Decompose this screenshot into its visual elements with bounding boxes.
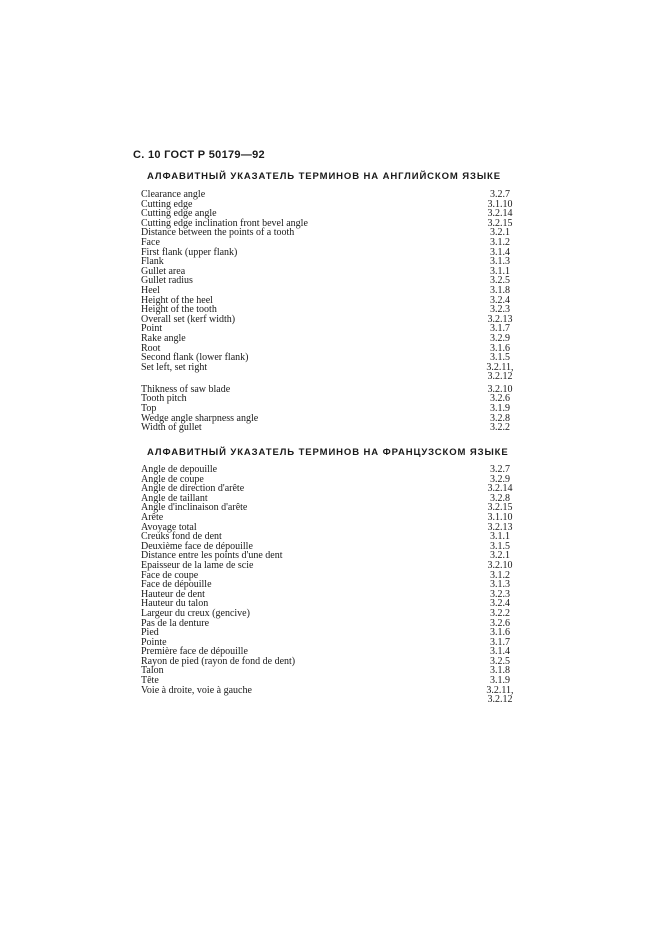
term-name: Epaisseur de la lame de scie [141, 559, 254, 571]
term-code: 3.1.10 [487, 198, 513, 210]
term-name: Rayon de pied (rayon de fond de dent) [141, 655, 296, 667]
term-name: Arête [141, 511, 164, 523]
term-entry [141, 423, 513, 433]
term-name: Rake angle [141, 332, 186, 344]
term-code: 3.2.2 [490, 422, 510, 434]
term-code: 3.2.13 [487, 521, 513, 533]
term-name: Tête [141, 675, 159, 687]
term-name: Angle de direction d'arête [141, 483, 245, 495]
term-code: 3.1.9 [490, 403, 510, 415]
term-name: Angle de depouille [141, 464, 218, 475]
term-name: Gullet radius [141, 275, 193, 287]
term-entry [141, 503, 513, 513]
term-code: 3.1.7 [490, 323, 510, 335]
term-name: Heel [141, 284, 160, 296]
term-code: 3.1.1 [490, 265, 510, 277]
term-name: Deuxième face de dépouille [141, 540, 253, 552]
term-code: 3.1.1 [490, 531, 510, 543]
term-code: 3.2.1 [490, 227, 510, 239]
term-code: 3.2.2 [490, 607, 510, 619]
term-entry [141, 324, 513, 334]
term-code: 3.1.10 [487, 511, 513, 523]
term-name: Cutting edge angle [141, 208, 217, 220]
term-name: Hauteur du talon [141, 598, 209, 610]
term-code: 3.2.10 [487, 559, 513, 571]
term-code: 3.1.6 [490, 342, 510, 354]
term-list-french [141, 465, 513, 705]
term-entry [141, 686, 513, 696]
term-code: 3.2.4 [490, 598, 510, 610]
term-name: Gullet area [141, 265, 186, 277]
term-code: 3.1.4 [490, 246, 510, 258]
term-entry [141, 267, 513, 277]
term-entry [141, 385, 513, 395]
term-code: 3.1.9 [490, 675, 510, 687]
term-code: 3.1.2 [490, 236, 510, 248]
term-code: 3.1.4 [490, 646, 510, 658]
term-name: Cutting edge inclination front bevel angle [141, 217, 308, 229]
term-code: 3.2.1 [490, 550, 510, 562]
term-name: Width of gullet [141, 422, 202, 434]
term-code: 3.1.6 [490, 627, 510, 639]
term-code: 3.2.7 [490, 464, 510, 475]
term-entry [141, 190, 513, 200]
term-name: Face de coupe [141, 569, 199, 581]
term-name: Height of the tooth [141, 304, 217, 316]
term-name: Thikness of saw blade [141, 383, 231, 395]
term-name: Wedge angle sharpness angle [141, 412, 259, 424]
term-entry-continuation [141, 695, 513, 705]
term-name: Première face de dépouille [141, 646, 248, 658]
term-name: Point [141, 323, 163, 335]
term-entry [141, 363, 513, 373]
term-code: 3.2.3 [490, 304, 510, 316]
term-code: 3.1.8 [490, 665, 510, 677]
term-code: 3.2.8 [490, 492, 510, 504]
term-name: Height of the heel [141, 294, 213, 306]
term-name: Second flank (lower flank) [141, 352, 249, 364]
term-code: 3.2.15 [487, 217, 513, 229]
term-entry [141, 628, 513, 638]
term-code: 3.2.14 [487, 208, 513, 220]
term-name: Top [141, 403, 157, 415]
term-code: 3.2.11, [486, 684, 514, 696]
term-code: 3.2.6 [490, 393, 510, 405]
term-code: 3.1.5 [490, 540, 510, 552]
term-code: 3.2.4 [490, 294, 510, 306]
term-name: Cutting edge [141, 198, 193, 210]
term-name: Voie à droite, voie à gauche [141, 684, 252, 696]
term-code: 3.2.12 [487, 694, 513, 706]
term-name: Distance between the points of a tooth [141, 227, 295, 239]
term-entry [141, 248, 513, 258]
term-code: 3.2.5 [490, 655, 510, 667]
term-name: Avoyage total [141, 521, 197, 533]
term-code: 3.2.9 [490, 473, 510, 485]
term-code: 3.2.14 [487, 483, 513, 495]
term-name: Angle d'inclinaison d'arête [141, 502, 248, 514]
term-code: 3.1.3 [490, 579, 510, 591]
term-code: 3.2.12 [487, 371, 513, 383]
term-name: Hauteur de dent [141, 588, 205, 600]
term-name: Flank [141, 256, 164, 268]
term-name: Distance entre les points d'une dent [141, 550, 283, 562]
term-entry [141, 657, 513, 667]
term-name: Face de dépouille [141, 579, 212, 591]
page-header: С. 10 ГОСТ Р 50179—92 [133, 149, 265, 161]
term-code: 3.2.10 [487, 383, 513, 395]
term-code: 3.2.6 [490, 617, 510, 629]
term-code: 3.2.13 [487, 313, 513, 325]
term-name: Largeur du creux (gencive) [141, 607, 250, 619]
term-name: Clearance angle [141, 189, 206, 200]
term-code: 3.1.7 [490, 636, 510, 648]
term-entry [141, 228, 513, 238]
term-name: Tooth pitch [141, 393, 187, 405]
term-code: 3.2.11, [486, 361, 514, 373]
term-code: 3.1.5 [490, 352, 510, 364]
term-entry [141, 334, 513, 344]
term-code: 3.2.9 [490, 332, 510, 344]
term-code: 3.1.3 [490, 256, 510, 268]
term-entry [141, 257, 513, 267]
term-name: Pas de la denture [141, 617, 210, 629]
term-code: 3.2.5 [490, 275, 510, 287]
term-name: Root [141, 342, 161, 354]
term-name: Talon [141, 665, 164, 677]
term-name: Angle de taillant [141, 492, 208, 504]
term-list-english [141, 190, 513, 433]
term-name: Pied [141, 627, 159, 639]
term-name: Overall set (kerf width) [141, 313, 236, 325]
section-title-french: АЛФАВИТНЫЙ УКАЗАТЕЛЬ ТЕРМИНОВ НА ФРАНЦУЗСКОМ ЯЗЫКЕ [147, 447, 509, 458]
term-code: 3.1.8 [490, 284, 510, 296]
term-name: Creuks fond de dent [141, 531, 222, 543]
term-name: Pointe [141, 636, 167, 648]
term-entry [141, 276, 513, 286]
section-title-english: АЛФАВИТНЫЙ УКАЗАТЕЛЬ ТЕРМИНОВ НА АНГЛИЙСКОМ ЯЗЫКЕ [147, 171, 501, 182]
term-code: 3.2.3 [490, 588, 510, 600]
term-name: First flank (upper flank) [141, 246, 238, 258]
term-code: 3.2.8 [490, 412, 510, 424]
term-name: Set left, set right [141, 361, 208, 373]
term-entry [141, 315, 513, 325]
term-entry [141, 394, 513, 404]
term-name: Face [141, 236, 160, 248]
term-entry [141, 666, 513, 676]
term-code: 3.2.7 [490, 189, 510, 200]
term-code: 3.2.15 [487, 502, 513, 514]
term-entry-continuation [141, 372, 513, 382]
term-name: Angle de coupe [141, 473, 204, 485]
term-entry [141, 619, 513, 629]
term-code: 3.1.2 [490, 569, 510, 581]
